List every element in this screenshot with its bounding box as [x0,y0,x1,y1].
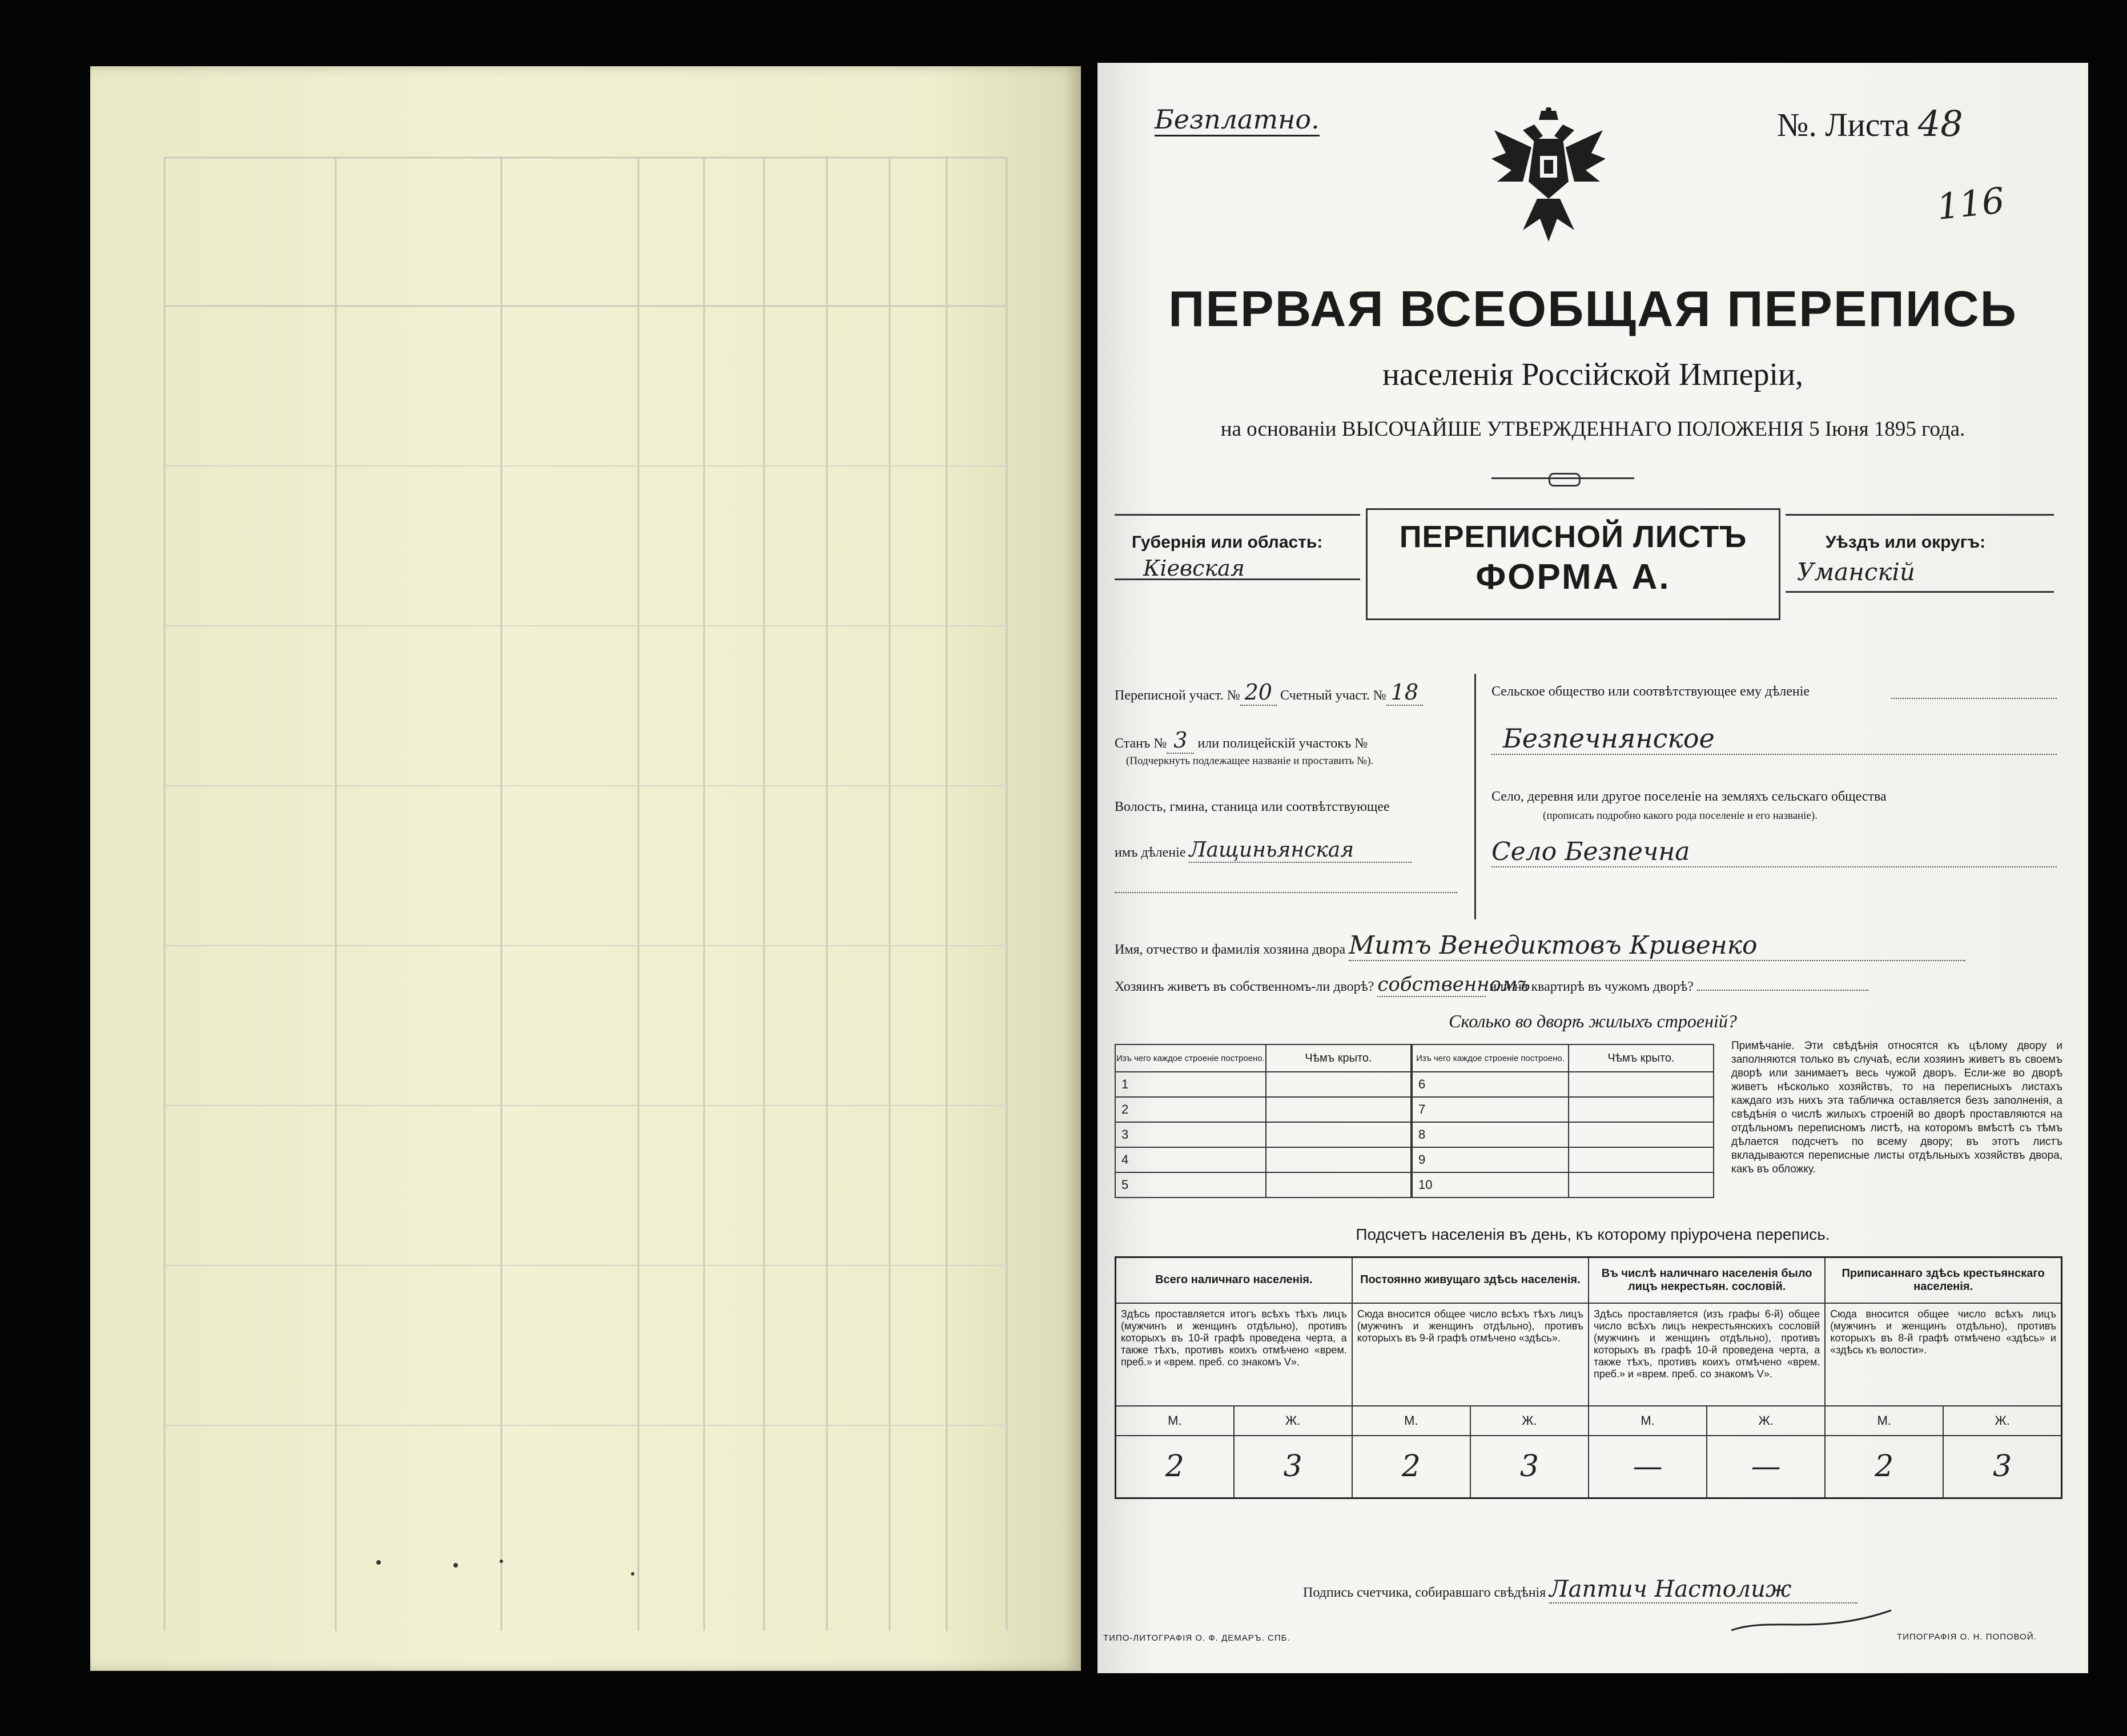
row-number: 1 [1115,1072,1266,1097]
imperial-eagle-emblem-icon [1489,107,1609,244]
census-district-line [1115,680,1423,705]
roof-cell [1569,1097,1714,1122]
stan-label: Станъ № [1115,736,1167,751]
owner-residence-value: собственномъ [1377,973,1530,996]
col-material-header: Изъ чего каждое строеніе построено. [1412,1044,1569,1072]
row-number: 8 [1412,1122,1569,1147]
census-title: ПЕРВАЯ ВСЕОБЩАЯ ПЕРЕПИСЬ [1168,280,2017,337]
nonpeasant-female-value: — [1707,1436,1825,1498]
owner-residence-line [1115,973,2062,997]
roof-cell [1266,1122,1411,1147]
male-label: М. [1825,1406,1943,1436]
district-value: Уманскій [1797,558,1915,586]
peasant-pop-header: Приписаннаго здѣсь крестьянскаго населенія. [1825,1257,2061,1303]
owner-name-label: Имя, отчество и фамилія хозяина двора [1115,942,1346,957]
form-type-box [1366,508,1780,620]
signature-label: Подпись счетчика, собиравшаго свѣдѣнія [1303,1585,1546,1600]
roof-cell [1266,1097,1411,1122]
district-label: Уѣздъ или округъ: [1826,533,1986,552]
underline-note: (Подчеркнуть подлежащее названіе и проставить №). [1126,755,1374,767]
permanent-male-value: 2 [1352,1436,1470,1498]
row-number: 6 [1412,1072,1569,1097]
roof-cell [1266,1072,1411,1097]
permanent-pop-header: Постоянно живущаго здѣсь населенія. [1352,1257,1589,1303]
ornament-center [1549,473,1581,487]
village-value: Село Безпечна [1491,837,2057,867]
female-label: Ж. [1707,1406,1825,1436]
nonpeasant-male-value: — [1589,1436,1707,1498]
female-label: Ж. [1234,1406,1352,1436]
stan-value: 3 [1167,728,1194,754]
society-value: Безпечнянское [1491,723,2057,755]
permanent-female-value: 3 [1470,1436,1589,1498]
society-label: Сельское общество или соотвѣтствующее ему дѣленіе [1491,684,1810,699]
peasant-pop-desc: Сюда вносится общее число всѣхъ лицъ (мужчинъ и женщинъ отдѣльно), противъ которыхъ въ 8-й графѣ отмѣчено «здѣсь» и «здѣсь къ волости». [1825,1303,2061,1406]
settlement-block [1491,668,2062,897]
census-basis: на основаніи ВЫСОЧАЙШЕ УТВЕРЖДЕННАГО ПОЛОЖЕНІЯ 5 Іюня 1895 года. [1220,417,1965,441]
bleed-through-grid [90,66,1081,1671]
form-subtitle: ФОРМА А. [1475,557,1671,597]
buildings-table-right [1412,1044,1714,1198]
signature-value: Лаптич Настолиж [1549,1576,1857,1604]
stan-line [1115,728,1368,753]
roof-cell [1266,1147,1411,1172]
census-subtitle: населенія Россійской Имперіи, [1382,357,1804,392]
male-label: М. [1116,1406,1234,1436]
sheet-number [1777,103,1963,144]
col-roof-header: Чѣмъ крыто. [1569,1044,1714,1072]
total-male-value: 2 [1116,1436,1234,1498]
row-number: 3 [1115,1122,1266,1147]
roof-cell [1569,1072,1714,1097]
census-district-label: Переписной участ. № [1115,688,1240,703]
count-district-value: 18 [1386,680,1423,706]
location-block [1115,668,1457,897]
free-label: Безплатно. [1155,104,1320,136]
female-label: Ж. [1470,1406,1589,1436]
col-roof-header: Чѣмъ крыто. [1266,1044,1411,1072]
permanent-pop-desc: Сюда вносится общее число всѣхъ тѣхъ лицъ (мужчинъ и женщинъ отдѣльно), противъ которыхъ въ 9-й графѣ отмѣчено «здѣсь». [1352,1303,1589,1406]
row-number: 10 [1412,1172,1569,1197]
census-form-page [1097,63,2088,1673]
nonpeasant-pop-header: Въ числѣ наличнаго населенія было лицъ некрестьян. сословій. [1589,1257,1825,1303]
form-title: ПЕРЕПИСНОЙ ЛИСТЪ [1399,520,1747,554]
province-box [1115,514,1360,580]
society-blank-line [1891,698,2057,699]
total-female-value: 3 [1234,1436,1352,1498]
roof-cell [1266,1172,1411,1197]
row-number: 9 [1412,1147,1569,1172]
volost-label2: имъ дѣленіе [1115,845,1186,860]
sheet-no-alt: 116 [1935,179,2007,228]
printer-left: ТИПО-ЛИТОГРАФІЯ О. Ф. ДЕМАРЪ. СПБ. [1103,1633,1290,1643]
village-label: Село, деревня или другое поселеніе на земляхъ сельскаго общества [1491,789,1887,804]
total-pop-header: Всего наличнаго населенія. [1116,1257,1352,1303]
peasant-female-value: 3 [1943,1436,2061,1498]
sheet-no-value: 48 [1917,103,1963,144]
census-district-value: 20 [1240,680,1277,706]
volost-label: Волость, гмина, станица или соотвѣтствующее [1115,799,1390,814]
peasant-male-value: 2 [1825,1436,1943,1498]
row-number: 4 [1115,1147,1266,1172]
province-value: Кіевская [1143,556,1245,581]
buildings-remark: Примѣчаніе. Эти свѣдѣнія относятся къ цѣлому двору и заполняются только въ случаѣ, если хозяинъ живетъ въ своемъ дворѣ или занимаетъ весь чужой дворъ. Если-же во дворѣ живетъ нѣсколько хозяйствъ, то на переписныхъ листахъ каждаго изъ нихъ эта табличка оставляется безъ заполненія, а свѣдѣнія о числѣ жилыхъ строеній во дворѣ проставляются на отдѣльномъ переписномъ листѣ, на которомъ вмѣстѣ съ тѣмъ дѣлается подсчетъ по всему двору; въ этотъ листъ вкладываются переписные листы отдѣльныхъ хозяйствъ двора, какъ въ обложку. [1731,1040,2062,1175]
signature-flourish [1726,1605,1897,1639]
male-label: М. [1589,1406,1707,1436]
signature-line [1303,1576,1857,1604]
block-divider [1474,674,1476,919]
sheet-no-label: №. Листа [1777,106,1910,143]
count-district-label: Счетный участ. № [1280,688,1386,703]
nonpeasant-pop-desc: Здѣсь проставляется (изъ графы 6-й) общее число всѣхъ лицъ некрестьянскихъ сословій (мужчинъ и женщинъ отдѣльно), противъ которыхъ въ графѣ 10-й проведена черта, а также тѣхъ, противъ коихъ отмѣчено «врем. преб.» и «врем. преб. со знакомъ V». [1589,1303,1825,1406]
printer-right: ТИПОГРАФІЯ О. Н. ПОПОВОЙ. [1897,1632,2037,1642]
population-table [1115,1256,2062,1499]
roof-cell [1569,1172,1714,1197]
male-label: М. [1352,1406,1470,1436]
owner-residence-label2: или на квартирѣ въ чужомъ дворѣ? [1489,979,1694,994]
owner-name-line [1115,931,2062,961]
province-label: Губернія или область: [1132,533,1323,552]
police-label: или полицейскій участокъ № [1197,736,1368,751]
district-box [1786,514,2054,593]
col-material-header: Изъ чего каждое строеніе построено. [1115,1044,1266,1072]
female-label: Ж. [1943,1406,2061,1436]
owner-residence-label: Хозяинъ живетъ въ собственномъ-ли дворѣ? [1115,979,1374,994]
row-number: 2 [1115,1097,1266,1122]
population-heading: Подсчетъ населенія въ день, къ которому пріурочена перепись. [1356,1225,1830,1243]
buildings-table-left [1115,1044,1412,1198]
left-page [90,66,1081,1671]
form-header-row [1115,514,2074,651]
buildings-question: Сколько во дворѣ жилыхъ строеній? [1449,1011,1737,1031]
row-number: 5 [1115,1172,1266,1197]
row-number: 7 [1412,1097,1569,1122]
residence-blank-line [1697,990,1868,991]
volost-value: Лащиньянская [1189,838,1412,863]
roof-cell [1569,1147,1714,1172]
roof-cell [1569,1122,1714,1147]
owner-name-value: Митъ Венедиктовъ Кривенко [1349,931,1965,961]
volost-line [1115,838,1412,863]
village-note: (прописать подробно какого рода поселеніе и его названіе). [1543,810,1818,822]
total-pop-desc: Здѣсь проставляется итогъ всѣхъ тѣхъ лицъ (мужчинъ и женщинъ отдѣльно), противъ которыхъ въ 10-й графѣ проведена черта, а также тѣхъ, противъ коихъ отмѣчено «врем. преб.» и «врем. преб. со знакомъ V». [1116,1303,1352,1406]
volost-blank-line [1115,892,1457,893]
